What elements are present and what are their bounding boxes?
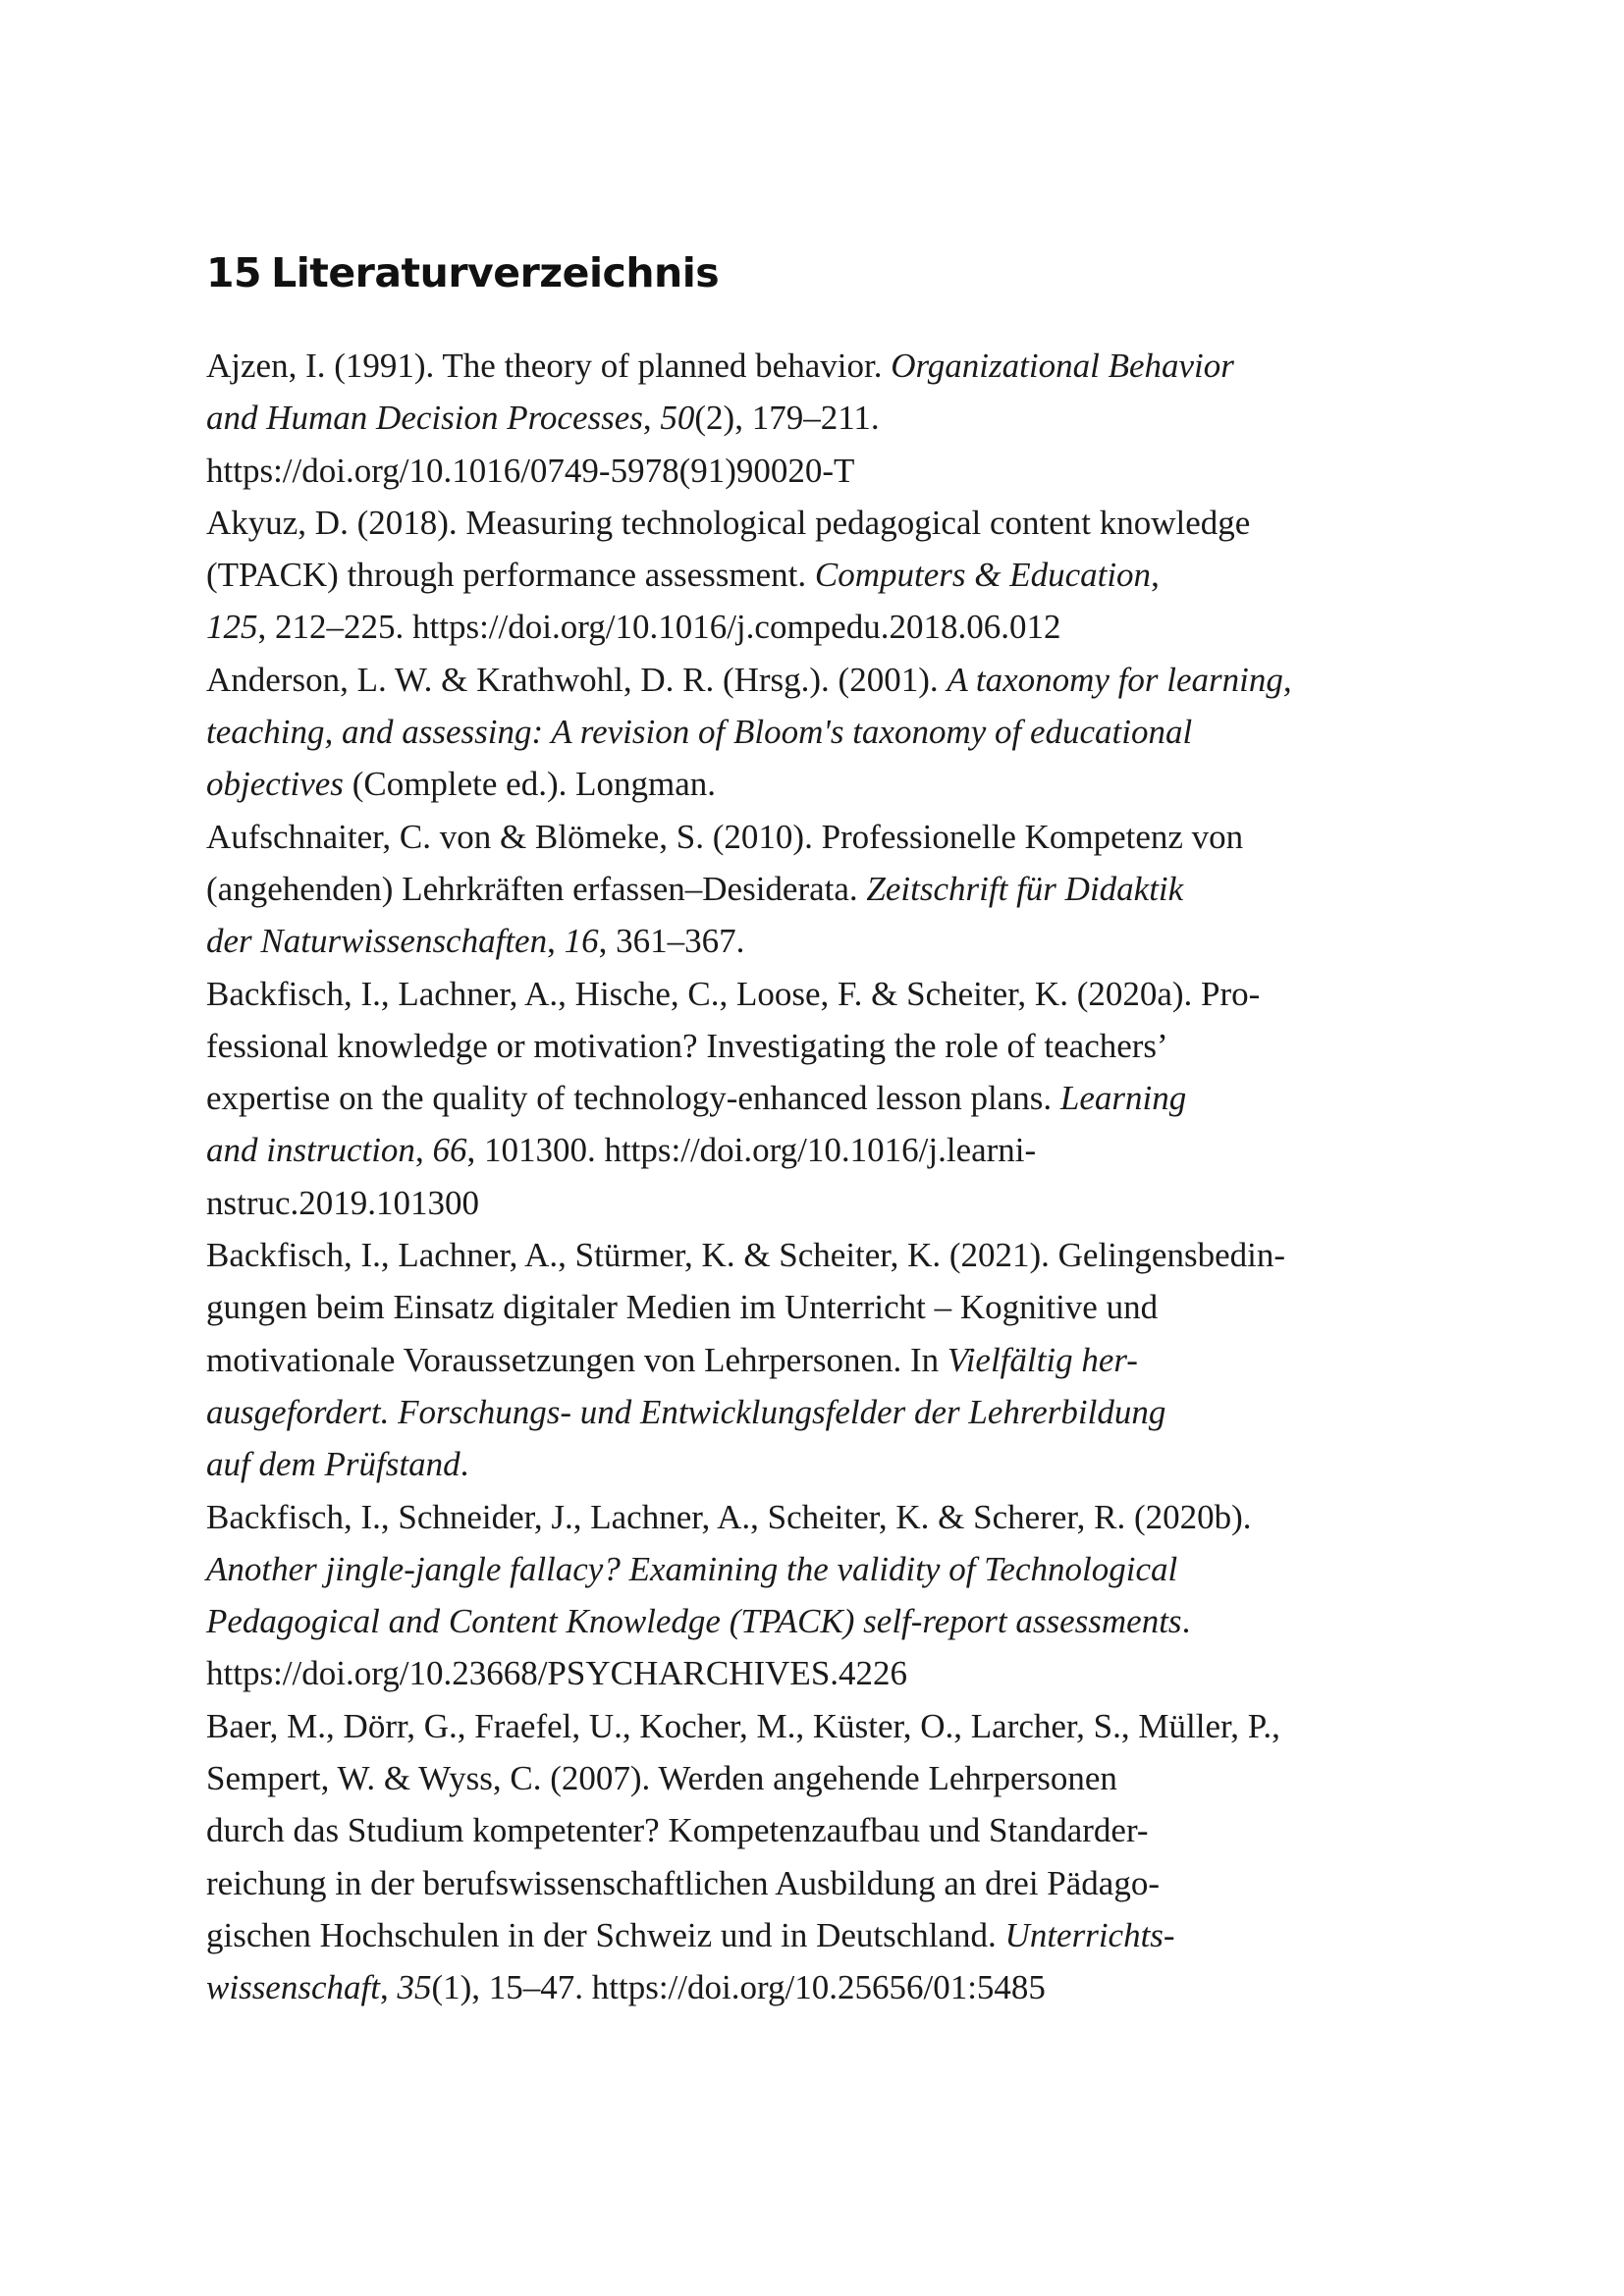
reference-italic-text: Vielfältig her- — [947, 1340, 1138, 1379]
reference-text: gungen beim Einsatz digitaler Medien im Unterricht – Kognitive und — [206, 1288, 1159, 1327]
reference-italic-text: Another jingle-jangle fallacy? Examining the validity of Technological — [206, 1549, 1178, 1588]
reference-text: (angehenden) Lehrkräften erfassen–Desiderata. — [206, 869, 867, 908]
reference-text: (TPACK) through performance assessment. — [206, 556, 815, 595]
reference-line — [206, 1595, 1434, 1647]
reference-line — [206, 1909, 1434, 1961]
reference-line — [206, 549, 1434, 601]
reference-text: , 101300. https://doi.org/10.1016/j.learni- — [466, 1131, 1037, 1170]
reference-text: Aufschnaiter, C. von & Blömeke, S. (2010). Professionelle Kompetenz von — [206, 817, 1244, 856]
reference-text: https://doi.org/10.23668/PSYCHARCHIVES.4226 — [206, 1654, 908, 1693]
reference-text: fessional knowledge or motivation? Investigating the role of teachers’ — [206, 1026, 1168, 1065]
reference-line — [206, 1647, 1434, 1699]
reference-italic-text: 35 — [397, 1968, 432, 2007]
reference-italic-text: and Human Decision Processes — [206, 399, 643, 438]
reference-italic-text: 66 — [432, 1131, 467, 1170]
reference-text: Backfisch, I., Lachner, A., Hische, C., Loose, F. & Scheiter, K. (2020a). Pro- — [206, 974, 1261, 1013]
reference-italic-text: teaching, and assessing: A revision of Bloom's taxonomy of educational — [206, 713, 1193, 752]
section-number: 15 — [206, 249, 262, 296]
reference-line — [206, 445, 1434, 497]
reference-line — [206, 601, 1434, 653]
reference-text: Baer, M., Dörr, G., Fraefel, U., Kocher, M., Küster, O., Larcher, S., Müller, P., — [206, 1706, 1280, 1745]
reference-text: (1), 15–47. https://doi.org/10.25656/01:5485 — [431, 1968, 1046, 2007]
reference-text: (Complete ed.). Longman. — [343, 765, 717, 804]
reference-line — [206, 1334, 1434, 1386]
reference-text: . — [1181, 1602, 1191, 1641]
reference-italic-text: and instruction — [206, 1131, 415, 1170]
reference-text: , 361–367. — [598, 922, 745, 961]
reference-italic-text: Organizational Behavior — [891, 347, 1234, 385]
reference-text: Akyuz, D. (2018). Measuring technological pedagogical content knowledge — [206, 503, 1251, 542]
reference-line — [206, 1857, 1434, 1909]
reference-italic-text: Unterrichts- — [1004, 1915, 1175, 1954]
reference-list — [206, 340, 1434, 2014]
reference-text: Backfisch, I., Lachner, A., Stürmer, K. & Scheiter, K. (2021). Gelingensbedin- — [206, 1236, 1285, 1275]
reference-text: , — [547, 922, 565, 961]
reference-text: , — [1151, 556, 1160, 595]
reference-line — [206, 1177, 1434, 1229]
reference-line — [206, 1386, 1434, 1438]
reference-text: reichung in der berufswissenschaftlichen Ausbildung an drei Pädago- — [206, 1863, 1160, 1902]
reference-line — [206, 340, 1434, 392]
reference-italic-text: wissenschaft — [206, 1968, 380, 2007]
reference-text: durch das Studium kompetenter? Kompetenzaufbau und Standarder- — [206, 1811, 1149, 1850]
reference-text: Ajzen, I. (1991). The theory of planned behavior. — [206, 347, 892, 385]
reference-text: , 212–225. https://doi.org/10.1016/j.compedu.2018.06.012 — [257, 608, 1061, 647]
reference-line — [206, 863, 1434, 915]
reference-line — [206, 706, 1434, 758]
reference-entry — [206, 340, 1434, 497]
reference-line — [206, 1020, 1434, 1072]
reference-text: , — [642, 399, 661, 438]
reference-text: (2), 179–211. — [694, 399, 880, 438]
reference-text: , — [379, 1968, 398, 2007]
reference-text: motivationale Voraussetzungen von Lehrpersonen. In — [206, 1340, 947, 1379]
reference-italic-text: objectives — [206, 765, 344, 804]
reference-italic-text: 50 — [660, 399, 695, 438]
reference-line — [206, 1229, 1434, 1281]
reference-italic-text: 125 — [206, 608, 258, 647]
reference-entry — [206, 497, 1434, 654]
reference-line — [206, 968, 1434, 1020]
reference-italic-text: 16 — [564, 922, 599, 961]
reference-text: Sempert, W. & Wyss, C. (2007). Werden angehende Lehrpersonen — [206, 1759, 1117, 1798]
section-title: Literaturverzeichnis — [271, 249, 720, 296]
reference-text: . — [460, 1445, 469, 1484]
reference-line — [206, 392, 1434, 444]
reference-line — [206, 1543, 1434, 1595]
reference-line — [206, 915, 1434, 967]
reference-italic-text: Pedagogical and Content Knowledge (TPACK) self-report assessments — [206, 1602, 1182, 1641]
reference-entry — [206, 1491, 1434, 1700]
reference-text: Backfisch, I., Schneider, J., Lachner, A., Scheiter, K. & Scherer, R. (2020b). — [206, 1497, 1252, 1536]
reference-line — [206, 1804, 1434, 1856]
reference-line — [206, 654, 1434, 706]
reference-italic-text: der Naturwissenschaften — [206, 922, 548, 961]
reference-line — [206, 1072, 1434, 1124]
reference-line — [206, 1961, 1434, 2013]
reference-entry — [206, 968, 1434, 1229]
page-title — [206, 243, 719, 302]
reference-text: https://doi.org/10.1016/0749-5978(91)90020-T — [206, 451, 855, 490]
reference-italic-text: A taxonomy for learning, — [947, 660, 1292, 699]
reference-italic-text: Learning — [1059, 1079, 1187, 1118]
reference-line — [206, 811, 1434, 863]
reference-line — [206, 1124, 1434, 1176]
reference-entry — [206, 654, 1434, 811]
reference-entry — [206, 1700, 1434, 2014]
reference-italic-text: Computers & Education — [814, 556, 1152, 595]
reference-italic-text: ausgefordert. Forschungs- und Entwicklungsfelder der Lehrerbildung — [206, 1392, 1166, 1431]
reference-line — [206, 1438, 1434, 1490]
reference-line — [206, 758, 1434, 810]
reference-entry — [206, 1229, 1434, 1490]
reference-line — [206, 1281, 1434, 1333]
reference-entry — [206, 811, 1434, 968]
reference-text: gischen Hochschulen in der Schweiz und in Deutschland. — [206, 1915, 1005, 1954]
reference-line — [206, 497, 1434, 549]
reference-line — [206, 1700, 1434, 1752]
reference-line — [206, 1491, 1434, 1543]
reference-italic-text: Zeitschrift für Didaktik — [866, 869, 1184, 908]
reference-text: nstruc.2019.101300 — [206, 1183, 480, 1222]
reference-line — [206, 1752, 1434, 1804]
reference-text: expertise on the quality of technology-enhanced lesson plans. — [206, 1079, 1060, 1118]
reference-text: , — [414, 1131, 433, 1170]
reference-italic-text: auf dem Prüfstand — [206, 1445, 460, 1484]
reference-text: Anderson, L. W. & Krathwohl, D. R. (Hrsg.). (2001). — [206, 660, 947, 699]
